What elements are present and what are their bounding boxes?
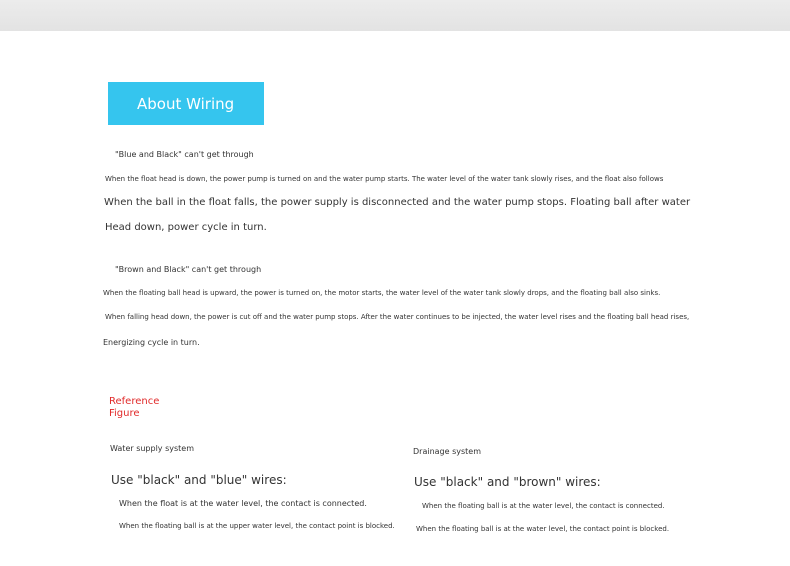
- section2-line2: When falling head down, the power is cut off and the water pump stops. After the water continues to be injected, the water level rises and the floating ball head rises,: [105, 313, 690, 321]
- section-title-banner: [108, 82, 264, 125]
- water-supply-line2: When the floating ball is at the upper water level, the contact point is blocked.: [119, 522, 395, 530]
- water-supply-title: Water supply system: [110, 444, 195, 453]
- section1-heading: "Blue and Black" can't get through: [115, 150, 254, 159]
- section2-line3: Energizing cycle in turn.: [103, 338, 200, 347]
- top-bar: [0, 0, 790, 31]
- reference-figure-label: Reference Figure: [109, 396, 160, 419]
- drainage-line1: When the floating ball is at the water level, the contact is connected.: [422, 502, 665, 510]
- drainage-wires: Use "black" and "brown" wires:: [414, 475, 601, 489]
- drainage-line2: When the floating ball is at the water level, the contact point is blocked.: [416, 525, 670, 533]
- section1-line2: When the ball in the float falls, the power supply is disconnected and the water pump stops. Floating ball after water: [104, 197, 691, 208]
- water-supply-line1: When the float is at the water level, the contact is connected.: [119, 499, 367, 508]
- section1-line1: When the float head is down, the power pump is turned on and the water pump starts. The water level of the water tank slowly rises, and the float also follows: [105, 175, 664, 183]
- section2-heading: "Brown and Black" can't get through: [115, 265, 262, 274]
- drainage-title: Drainage system: [413, 447, 482, 456]
- water-supply-wires: Use "black" and "blue" wires:: [111, 473, 287, 487]
- section2-line1: When the floating ball head is upward, the power is turned on, the motor starts, the water level of the water tank slowly drops, and the floating ball also sinks.: [103, 289, 661, 297]
- section1-line3: Head down, power cycle in turn.: [105, 222, 267, 233]
- section-title: About Wiring: [137, 94, 235, 113]
